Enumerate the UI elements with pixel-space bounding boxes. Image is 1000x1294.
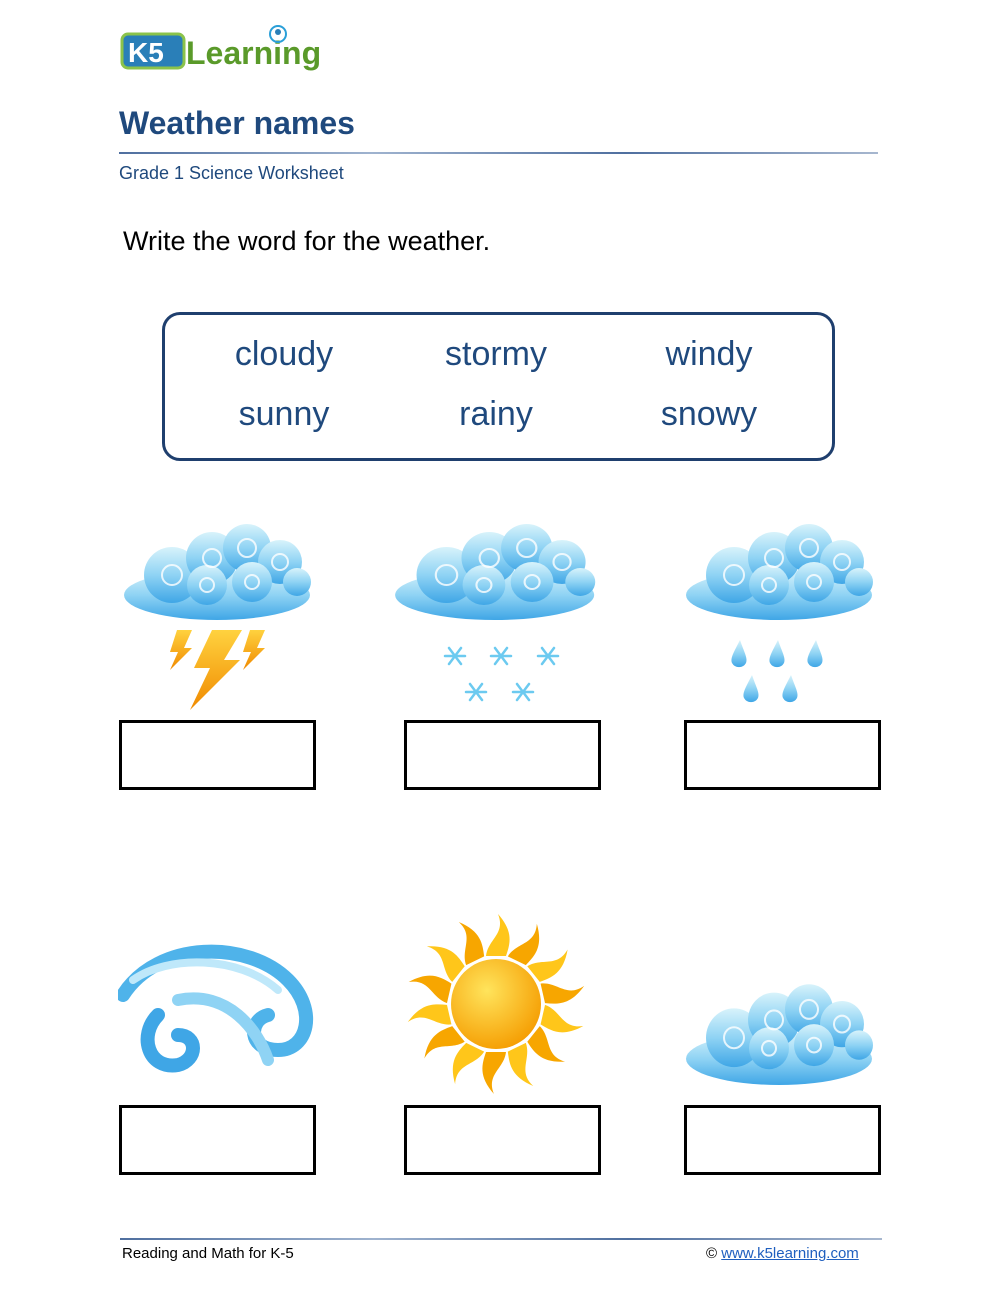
- answer-input[interactable]: [687, 1108, 882, 1174]
- website-link[interactable]: www.k5learning.com: [721, 1245, 859, 1262]
- answer-input[interactable]: [122, 723, 317, 789]
- instruction: Write the word for the weather.: [123, 226, 491, 256]
- sun-ray: [445, 1041, 484, 1089]
- answer-box-snow[interactable]: [404, 720, 601, 790]
- header-divider: [119, 152, 878, 154]
- word-bank-item: sunny: [238, 395, 330, 433]
- word-bank-item: stormy: [445, 335, 547, 373]
- answer-box-rain[interactable]: [684, 720, 881, 790]
- k5-learning-logo: [120, 20, 332, 76]
- word-bank-item: windy: [665, 335, 753, 373]
- word-bank: [162, 312, 835, 461]
- footer-copyright: [706, 1245, 859, 1262]
- page-title: Weather names: [119, 105, 355, 141]
- sun-ray: [419, 937, 467, 982]
- word-bank-item: snowy: [660, 395, 758, 433]
- wind-icon: [118, 940, 318, 1085]
- answer-input[interactable]: [687, 723, 882, 789]
- sun-ray: [525, 1026, 573, 1071]
- sun-ray: [540, 1005, 586, 1037]
- answer-input[interactable]: [122, 1108, 317, 1174]
- cloud-icon: [684, 955, 880, 1090]
- sun-ray: [405, 1001, 451, 1033]
- storm-cloud-icon: [122, 520, 314, 720]
- answer-box-wind[interactable]: [119, 1105, 316, 1175]
- copyright-symbol: ©: [706, 1245, 718, 1262]
- sun-ray: [486, 914, 510, 956]
- footer-divider: [120, 1238, 882, 1240]
- answer-input[interactable]: [407, 1108, 602, 1174]
- sun-ray: [541, 974, 587, 1006]
- word-bank-item: rainy: [459, 395, 533, 433]
- svg-text:K5: K5: [128, 37, 164, 68]
- sun-ray: [406, 971, 452, 1003]
- sun-icon: [404, 912, 589, 1102]
- word-bank-item: cloudy: [234, 335, 334, 373]
- snow-cloud-icon: [393, 520, 598, 715]
- footer-tagline: Reading and Math for K-5: [122, 1245, 294, 1262]
- answer-box-storm[interactable]: [119, 720, 316, 790]
- sun-ray: [508, 919, 547, 967]
- answer-input[interactable]: [407, 723, 602, 789]
- answer-box-sun[interactable]: [404, 1105, 601, 1175]
- sun-ray: [482, 1052, 506, 1094]
- rain-cloud-icon: [684, 520, 880, 710]
- answer-box-cloud[interactable]: [684, 1105, 881, 1175]
- page-subtitle: Grade 1 Science Worksheet: [119, 163, 344, 183]
- svg-text:Learning: Learning: [186, 35, 322, 71]
